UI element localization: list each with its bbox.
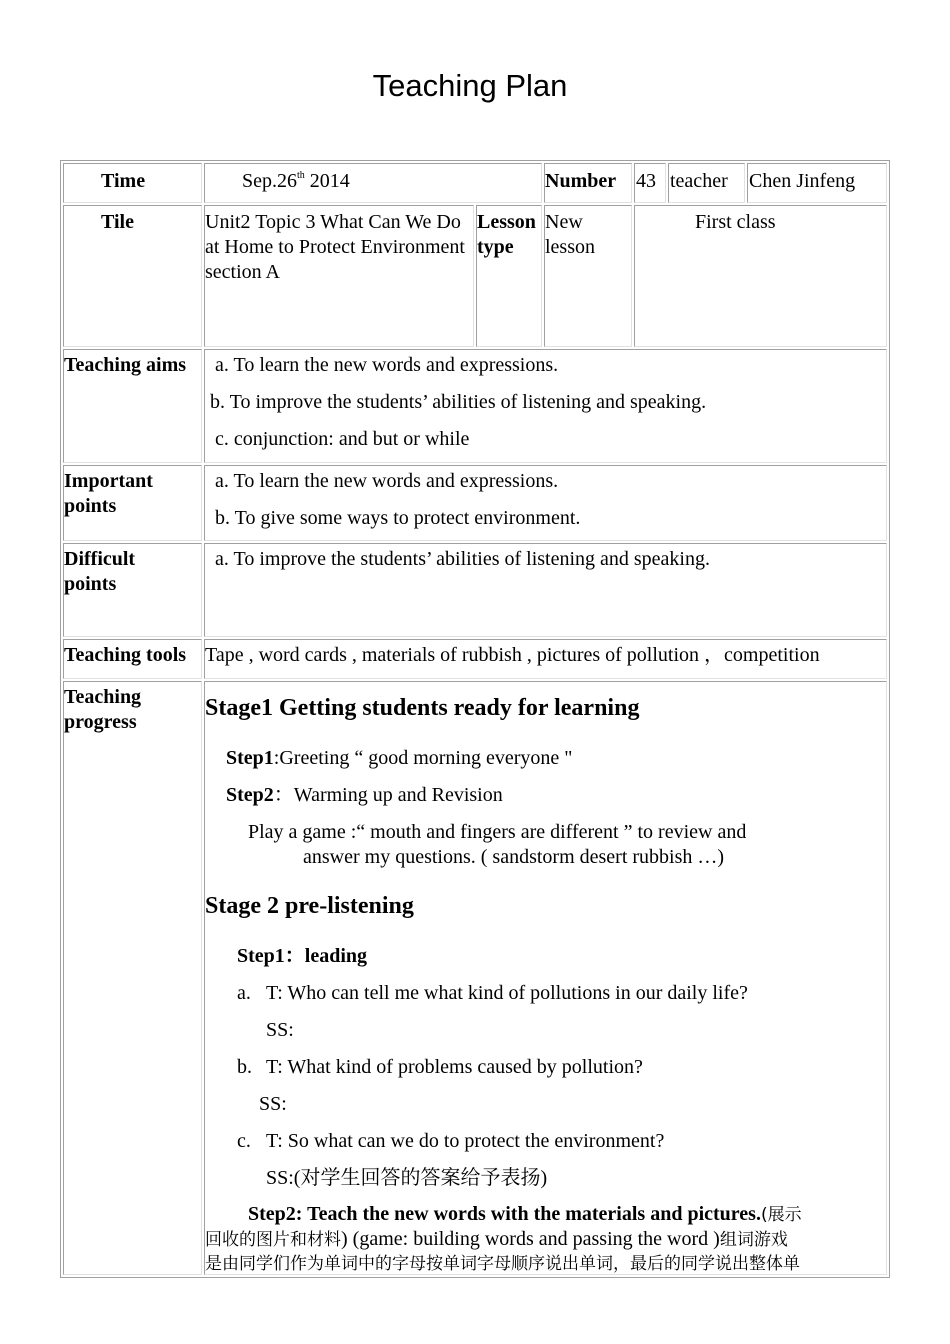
lesson-type-value: New lesson [545,211,595,258]
important-points-item: a. To learn the new words and expressions. [215,470,559,492]
page-title: Teaching Plan [372,68,568,103]
teaching-aims-item: b. To improve the students’ abilities of listening and speaking. [210,391,707,413]
tile-value: Unit2 Topic 3 What Can We Do at Home to Protect Environment section A [205,211,465,283]
important-points-value-cell [204,465,887,541]
teaching-aims-item: a. To learn the new words and expressions. [215,354,559,376]
lesson-type-label-cell [476,205,542,347]
stage2-step2-line2: 回收的图片和材料) (game: building words and passing the word )组词游戏 [205,1228,788,1250]
teaching-tools-value: Tape , word cards , materials of rubbish , pictures of pollution ，competition [205,644,820,666]
number-value-cell [634,163,666,203]
teacher-value: Chen Jinfeng [749,170,856,192]
important-points-label-cell [63,465,202,541]
time-value: Sep.26th 2014 [242,170,350,192]
stage1-step2: Step2：Warming up and Revision [226,784,503,806]
teaching-tools-label: Teaching tools [64,644,187,666]
qa-answer: SS: [266,1019,294,1041]
number-label-cell [544,163,632,203]
qa-question: T: Who can tell me what kind of pollutions in our daily life? [266,982,748,1004]
important-points-label: Important points [64,470,153,517]
stage1-title: Stage1 Getting students ready for learning [205,695,640,721]
stage1-step1: Step1:Greeting “ good morning everyone " [226,747,573,769]
stage2-step2-line1: Step2: Teach the new words with the materials and pictures.(展示 [248,1203,802,1225]
tile-label-cell [63,205,202,347]
qa-marker: b. [237,1056,252,1078]
teaching-progress-label: Teaching progress [64,686,142,733]
qa-question: T: So what can we do to protect the environment? [266,1130,665,1152]
class-value-cell [634,205,887,347]
important-points-item: b. To give some ways to protect environment. [215,507,581,529]
teaching-aims-label-cell [63,349,202,463]
difficult-points-label: Difficult points [64,548,136,595]
difficult-points-item: a. To improve the students’ abilities of listening and speaking. [215,548,710,570]
stage1-game-line1: Play a game :“ mouth and fingers are different ” to review and [248,821,747,843]
stage2-step1: Step1：leading [237,945,368,967]
qa-marker: c. [237,1130,251,1152]
teaching-aims-value-cell [204,349,887,463]
qa-question: T: What kind of problems caused by pollution? [266,1056,643,1078]
tile-value-cell [204,205,474,347]
time-label: Time [101,170,146,192]
number-label: Number [545,170,617,192]
number-value: 43 [636,170,656,192]
teaching-aims-label: Teaching aims [64,354,187,376]
teaching-tools-label-cell [63,639,202,679]
tile-label: Tile [101,211,134,233]
time-label-cell [63,163,202,203]
class-value: First class [695,211,776,233]
stage2-step2-line3: 是由同学们作为单词中的字母按单词字母顺序说出单词，最后的同学说出整体单 [205,1254,800,1274]
stage2-title: Stage 2 pre-listening [205,893,414,919]
teaching-tools-value-cell [204,639,887,679]
difficult-points-label-cell [63,543,202,637]
teacher-label-cell [668,163,745,203]
teacher-value-cell [747,163,887,203]
stage1-game-line2: answer my questions. ( sandstorm desert rubbish …) [303,846,725,868]
qa-answer: SS: [259,1093,287,1115]
time-value-cell [204,163,542,203]
difficult-points-value-cell [204,543,887,637]
teaching-aims-item: c. conjunction: and but or while [215,428,470,450]
lesson-type-value-cell [544,205,632,347]
qa-marker: a. [237,982,251,1004]
lesson-type-label: Lesson type [477,211,536,258]
teaching-progress-value-cell [204,681,887,1275]
teacher-label: teacher [670,170,728,192]
qa-answer: SS:(对学生回答的答案给予表扬) [266,1167,548,1189]
teaching-progress-label-cell [63,681,202,1275]
